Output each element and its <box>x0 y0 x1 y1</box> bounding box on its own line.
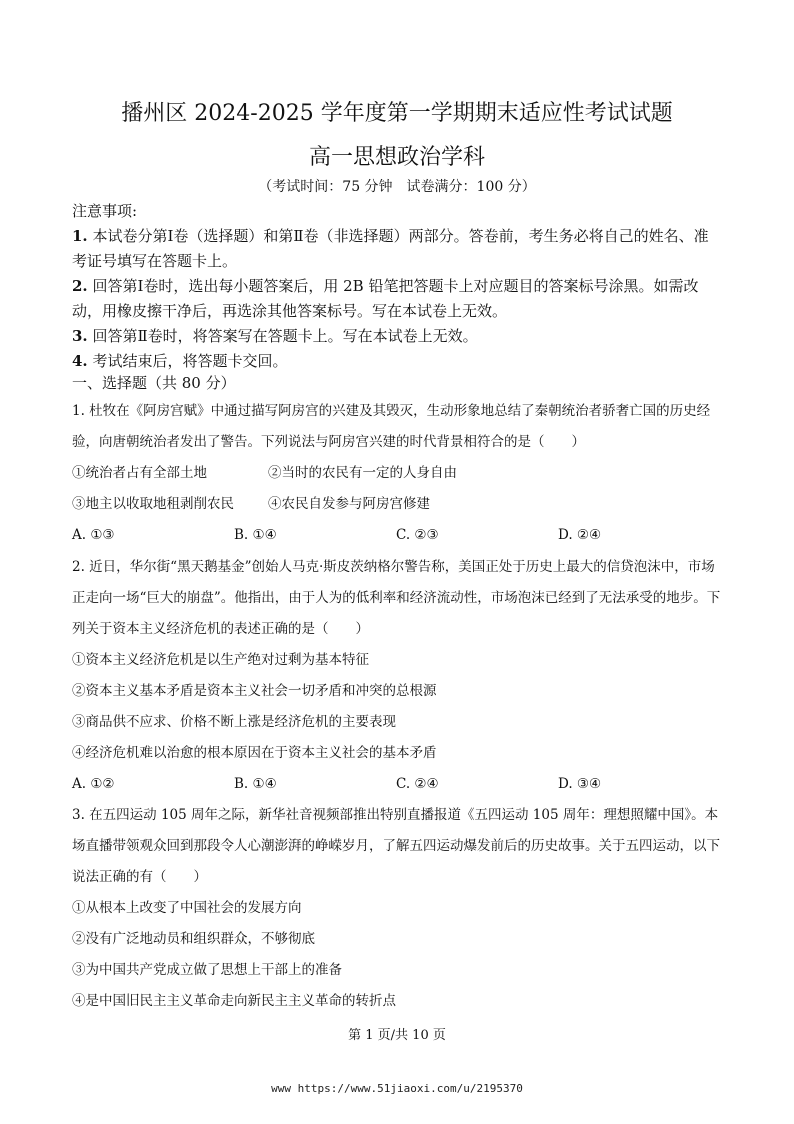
statement: ③商品供不应求、价格不断上涨是经济危机的主要表现 <box>72 714 396 730</box>
notice-item <box>72 324 722 349</box>
option-c: C. ②④ <box>396 776 439 792</box>
option-a: A. ①③ <box>72 527 115 543</box>
statement: ④是中国旧民主主义革命走向新民主主义革命的转折点 <box>72 993 396 1009</box>
option-b: B. ①④ <box>234 527 277 543</box>
question-stem: 2. 近日，华尔街“黑天鹅基金”创始人马克·斯皮茨纳格尔警告称，美国正处于历史上最大的信贷泡沫中，市场正走向一场“巨大的崩盘”。他指出，由于人为的低利率和经济流动性，市场泡沫已经到了无法承受的地步。下列关于资本主义经济危机的表述正确的是（ ） <box>72 559 721 637</box>
page-number: 第 1 页/共 10 页 <box>348 1028 446 1043</box>
notice-number: 1. <box>72 227 88 245</box>
options-row <box>72 769 722 800</box>
exam-info: （考试时间：75 分钟 试卷满分：100 分） <box>258 179 536 195</box>
statement: ①从根本上改变了中国社会的发展方向 <box>72 900 302 916</box>
notice-list <box>72 224 722 374</box>
notice-heading: 注意事项: <box>72 202 138 220</box>
statement: ③地主以收取地租剥削农民 <box>72 496 234 512</box>
option-d: D. ②④ <box>558 527 602 543</box>
notice-number: 2. <box>72 277 88 295</box>
notice-item <box>72 349 722 374</box>
option-d: D. ③④ <box>558 776 602 792</box>
question-2 <box>72 552 722 800</box>
option-c: C. ②③ <box>396 527 439 543</box>
notice-text: 回答第Ⅰ卷时，选出每小题答案后，用 2B 铅笔把答题卡上对应题目的答案标号涂黑。如需改动，用橡皮擦干净后，再选涂其他答案标号。写在本试卷上无效。 <box>72 277 699 320</box>
notice-text: 回答第Ⅱ卷时，将答案写在答题卡上。写在本试卷上无效。 <box>87 327 478 345</box>
options-row <box>72 520 722 551</box>
notice-number: 3. <box>72 327 88 345</box>
statement: ④经济危机难以治愈的根本原因在于资本主义社会的基本矛盾 <box>72 745 437 761</box>
notice-text: 本试卷分第Ⅰ卷（选择题）和第Ⅱ卷（非选择题）两部分。答卷前，考生务必将自己的姓名、准考证号填写在答题卡上。 <box>72 227 709 270</box>
exam-title: 播州区 2024-2025 学年度第一学期期末适应性考试试题 <box>121 101 673 126</box>
statement: ②资本主义基本矛盾是资本主义社会一切矛盾和冲突的总根源 <box>72 683 437 699</box>
watermark-url: www https://www.51jiaoxi.com/u/2195370 <box>271 1082 523 1095</box>
option-b: B. ①④ <box>234 776 277 792</box>
statement: ①统治者占有全部土地 <box>72 465 207 481</box>
notice-number: 4. <box>72 352 88 370</box>
exam-subject: 高一思想政治学科 <box>308 145 485 170</box>
question-3 <box>72 800 722 1017</box>
question-stem: 1. 杜牧在《阿房宫赋》中通过描写阿房宫的兴建及其毁灭，生动形象地总结了秦朝统治者骄奢亡国的历史经验，向唐朝统治者发出了警告。下列说法与阿房宫兴建的时代背景相符合的是（ ） <box>72 403 711 450</box>
statement: ②没有广泛地动员和组织群众，不够彻底 <box>72 931 315 947</box>
statement: ②当时的农民有一定的人身自由 <box>268 465 457 481</box>
option-a: A. ①② <box>72 776 115 792</box>
question-1 <box>72 396 722 551</box>
statement-row <box>72 489 722 520</box>
statement: ④农民自发参与阿房宫修建 <box>268 496 430 512</box>
statement: ①资本主义经济危机是以生产绝对过剩为基本特征 <box>72 652 369 668</box>
section-title: 一、选择题（共 80 分） <box>72 374 236 392</box>
notice-text: 考试结束后，将答题卡交回。 <box>87 352 288 370</box>
statement-row <box>72 458 722 489</box>
question-stem: 3. 在五四运动 105 周年之际，新华社音视频部推出特别直播报道《五四运动 105 周年：理想照耀中国》。本场直播带领观众回到那段令人心潮澎湃的峥嵘岁月，了解五四运动爆发前后的历史故事。关于五四运动，以下说法正确的有（ ） <box>72 807 720 885</box>
notice-item <box>72 274 722 324</box>
notice-item <box>72 224 722 274</box>
statement: ③为中国共产党成立做了思想上干部上的准备 <box>72 962 342 978</box>
